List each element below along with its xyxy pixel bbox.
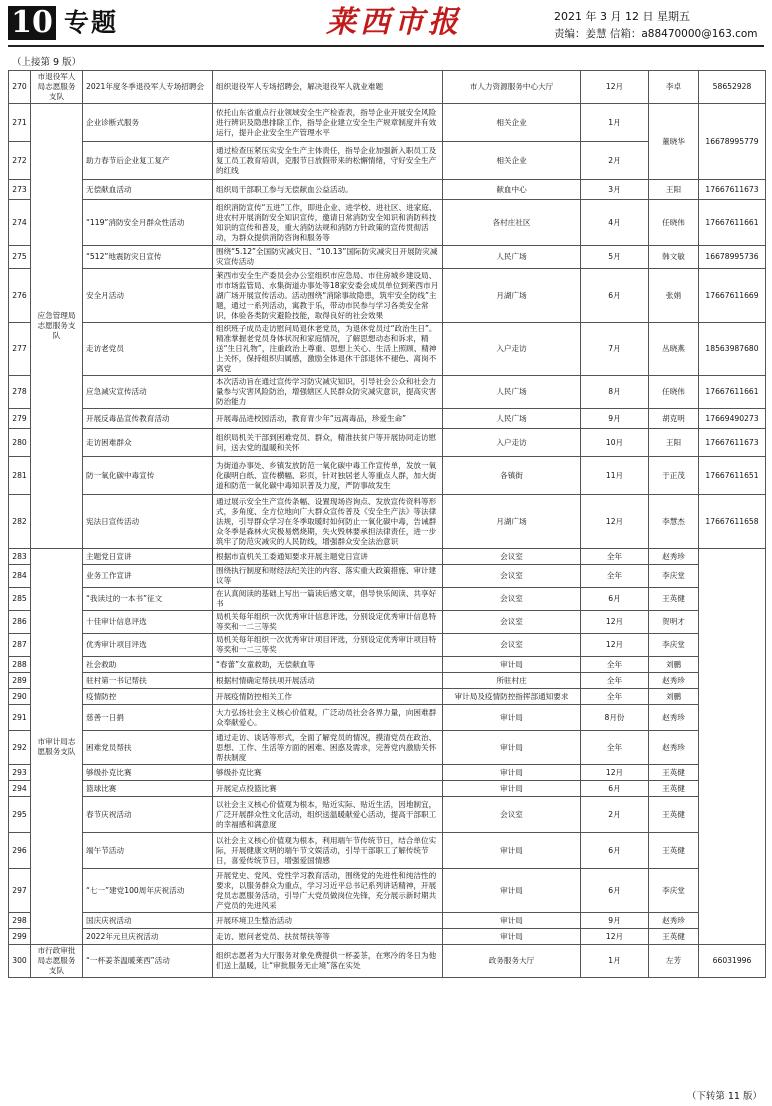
activity-time: 6月 (581, 781, 649, 797)
activity-name: 优秀审计项目评选 (83, 634, 213, 657)
activity-content: 局机关每年组织一次优秀审计信息评选，分别设定优秀审计信息特等奖和一二三等奖 (213, 611, 443, 634)
activity-content: 开展环境卫生整治活动 (213, 913, 443, 929)
activity-content: 为街道办事处、乡镇发放防范一氧化碳中毒工作宣传单，发放一氧化碳明白纸、宣传横幅、彩页，针对独居老人等重点人群，加大街道和防范一氧化碳中毒知识普及力度，严防事故发生 (213, 457, 443, 495)
activity-name: 篮球比赛 (83, 781, 213, 797)
activity-content: 开展毒品进校园活动，教育青少年“远离毒品，珍爱生命” (213, 409, 443, 429)
row-number: 295 (9, 797, 31, 833)
activity-time: 6月 (581, 588, 649, 611)
activity-time: 全年 (581, 731, 649, 765)
activity-name: “119”消防安全月群众性活动 (83, 200, 213, 246)
contact-person: 王英健 (649, 765, 699, 781)
contact-person: 贺明才 (649, 611, 699, 634)
contact-phone: 16678995779 (699, 104, 766, 180)
activity-time: 9月 (581, 913, 649, 929)
contact-phone: 17669490273 (699, 409, 766, 429)
contact-person: 王英健 (649, 588, 699, 611)
table-row (9, 929, 766, 945)
row-number: 270 (9, 71, 31, 104)
row-number: 285 (9, 588, 31, 611)
activity-time: 12月 (581, 611, 649, 634)
page-number: 10 (8, 6, 56, 40)
activity-location: 市人力资源服务中心大厅 (443, 71, 581, 104)
activity-name: 社会救助 (83, 657, 213, 673)
activity-location: 会议室 (443, 549, 581, 565)
row-number: 289 (9, 673, 31, 689)
table-row (9, 689, 766, 705)
activity-location: 审计局 (443, 731, 581, 765)
activity-content: 围绕“5.12”全国防灾减灾日、“10.13”国际防灾减灾日开展防灾减灾宣传活动 (213, 246, 443, 269)
activity-location: 会议室 (443, 634, 581, 657)
page-header (8, 6, 764, 42)
row-number: 294 (9, 781, 31, 797)
activity-location: 审计局 (443, 657, 581, 673)
activity-name: 走访困难群众 (83, 429, 213, 457)
activity-location: 入户走访 (443, 323, 581, 376)
row-number: 300 (9, 945, 31, 978)
contact-phone: 66031996 (699, 945, 766, 978)
activity-name: 走访老党员 (83, 323, 213, 376)
activity-name: “512”地震防灾日宣传 (83, 246, 213, 269)
activity-location: 会议室 (443, 588, 581, 611)
activity-time: 9月 (581, 409, 649, 429)
activity-location: 各村庄社区 (443, 200, 581, 246)
contact-person: 左芳 (649, 945, 699, 978)
table-row (9, 705, 766, 731)
activity-name: 安全月活动 (83, 269, 213, 323)
section-title: 专题 (64, 8, 119, 37)
row-number: 274 (9, 200, 31, 246)
contact-person: 刘鹏 (649, 657, 699, 673)
table-row (9, 565, 766, 588)
activity-name: 无偿献血活动 (83, 180, 213, 200)
row-number: 291 (9, 705, 31, 731)
activity-time: 11月 (581, 457, 649, 495)
row-number: 278 (9, 376, 31, 409)
contact-person: 韩文敏 (649, 246, 699, 269)
row-number: 275 (9, 246, 31, 269)
table-row (9, 429, 766, 457)
table-row (9, 457, 766, 495)
activity-time: 全年 (581, 673, 649, 689)
contact-phone: 17667611673 (699, 180, 766, 200)
table-row (9, 673, 766, 689)
table-row (9, 869, 766, 913)
contact-person: 李卓 (649, 71, 699, 104)
activity-location: 政务服务大厅 (443, 945, 581, 978)
activity-location: 人民广场 (443, 376, 581, 409)
contact-person: 赵秀珍 (649, 705, 699, 731)
contact-person: 王阳 (649, 429, 699, 457)
activity-name: 疫情防控 (83, 689, 213, 705)
row-number: 299 (9, 929, 31, 945)
activity-time: 4月 (581, 200, 649, 246)
contact-person: 任晓伟 (649, 376, 699, 409)
activity-time: 12月 (581, 765, 649, 781)
activity-content: 以社会主义核心价值观为根本，贴近实际、贴近生活，因地制宜，广泛开展群众性文化活动，组织送温暖献爱心活动，提高干部职工的幸福感和满意度 (213, 797, 443, 833)
table-row (9, 945, 766, 978)
activity-content: 根据市直机关工委通知要求开展主题党日宣讲 (213, 549, 443, 565)
activity-content: “春蕾”女童救助，无偿献血等 (213, 657, 443, 673)
activity-time: 2月 (581, 142, 649, 180)
activity-time: 8月 (581, 376, 649, 409)
table-row (9, 269, 766, 323)
activity-time: 7月 (581, 323, 649, 376)
table-row (9, 797, 766, 833)
row-number: 273 (9, 180, 31, 200)
activity-time: 8月份 (581, 705, 649, 731)
activity-time: 5月 (581, 246, 649, 269)
activity-content: 组织退役军人专场招聘会，解决退役军人就业难题 (213, 71, 443, 104)
activity-name: 十佳审计信息评选 (83, 611, 213, 634)
activity-name: 业务工作宣讲 (83, 565, 213, 588)
volunteer-team: 应急管理局志愿服务支队 (31, 104, 83, 549)
issue-date: 2021 年 3 月 12 日 星期五 (554, 10, 690, 23)
contact-phone: 17667611669 (699, 269, 766, 323)
activity-location: 审计局 (443, 929, 581, 945)
row-number: 282 (9, 495, 31, 549)
activity-time: 全年 (581, 657, 649, 673)
contact-person: 赵秀珍 (649, 913, 699, 929)
volunteer-team: 市退役军人局志愿服务支队 (31, 71, 83, 104)
contact-person: 胡克明 (649, 409, 699, 429)
masthead-logo: 莱西市报 (326, 5, 462, 40)
activity-content: 以社会主义核心价值观为根本，利用端午节传统节日，结合单位实际，开展健康文明的端午节文娱活动，引导干部职工了解传统节日，喜爱传统节日，增强爱国情感 (213, 833, 443, 869)
activity-time: 全年 (581, 689, 649, 705)
activity-content: 开展党史、党风、党性学习教育活动，围绕党的先进性和纯洁性的要求，以服务群众为重点，学习习近平总书记系列讲话精神，开展党员志愿服务活动，引导广大党员做岗位先锋，充分展示新时期共产党员的先进风采 (213, 869, 443, 913)
activity-location: 会议室 (443, 565, 581, 588)
row-number: 272 (9, 142, 31, 180)
activity-content: 走访、慰问老党员、扶贫帮扶等等 (213, 929, 443, 945)
activity-time: 6月 (581, 269, 649, 323)
contact-phone: 58652928 (699, 71, 766, 104)
table-row (9, 323, 766, 376)
row-number: 279 (9, 409, 31, 429)
activity-content: 开展定点投篮比赛 (213, 781, 443, 797)
activity-location: 相关企业 (443, 104, 581, 142)
activity-name: 应急减灾宣传活动 (83, 376, 213, 409)
contact-phone: 17667611661 (699, 200, 766, 246)
activity-name: 2022年元旦庆祝活动 (83, 929, 213, 945)
editor-info: 责编：姜慧 信箱：a88470000@163.com (554, 28, 758, 40)
row-number: 284 (9, 565, 31, 588)
activity-time: 12月 (581, 71, 649, 104)
contact-person: 王英健 (649, 833, 699, 869)
row-number: 287 (9, 634, 31, 657)
volunteer-team: 市审计局志愿服务支队 (31, 549, 83, 945)
activity-name: 2021年度冬季退役军人专场招聘会 (83, 71, 213, 104)
activity-time: 6月 (581, 869, 649, 913)
activity-location: 入户走访 (443, 429, 581, 457)
activity-content: 通过走访、谈话等形式，全面了解党员的情况，摸清党员在政治、思想、工作、生活等方面的困难、困惑及需求，完善党内激励关怀帮扶制度 (213, 731, 443, 765)
activity-content: 够级扑克比赛 (213, 765, 443, 781)
activity-location: 审计局 (443, 705, 581, 731)
activity-location: 会议室 (443, 611, 581, 634)
contact-person: 王英健 (649, 781, 699, 797)
activity-location: 相关企业 (443, 142, 581, 180)
contact-person: 赵秀珍 (649, 549, 699, 565)
activity-content: 组织消防宣传“五进”工作，即进企业、进学校、进社区、进家庭、进农村开展消防安全知识宣传，邀请日常消防安全知识和消防科技知识的宣传和普及，重大消防法规和消防方针政策的宣传贯彻活动，为群众提供消防咨询和服务等 (213, 200, 443, 246)
table-row (9, 634, 766, 657)
row-number: 298 (9, 913, 31, 929)
row-number: 281 (9, 457, 31, 495)
activity-name: 够级扑克比赛 (83, 765, 213, 781)
activity-table (8, 70, 766, 978)
row-number: 277 (9, 323, 31, 376)
contact-person: 王阳 (649, 180, 699, 200)
activity-location: 审计局 (443, 765, 581, 781)
activity-name: 开展反毒品宣传教育活动 (83, 409, 213, 429)
contact-person: 任晓伟 (649, 200, 699, 246)
table-row (9, 104, 766, 142)
activity-name: 端午节活动 (83, 833, 213, 869)
activity-content: 大力弘扬社会主义核心价值观，广泛动员社会各界力量，向困难群众奉献爱心。 (213, 705, 443, 731)
row-number: 283 (9, 549, 31, 565)
activity-location: 审计局 (443, 781, 581, 797)
table-row (9, 833, 766, 869)
activity-content: 通过展示安全生产宣传条幅、设置现场咨询点、发放宣传资料等形式，多角度、全方位地向广大群众宣传普及《安全生产法》等法律法规，引导群众学习在冬季取暖时如何防止一氧化碳中毒，告诫群众冬季是森林火灾极易燃烧期，失火毁林要承担法律责任，进一步筑牢了防范灾减灾的人民防线，增强群众安全法治意识 (213, 495, 443, 549)
row-number: 297 (9, 869, 31, 913)
table-row (9, 376, 766, 409)
activity-name: 主题党日宣讲 (83, 549, 213, 565)
table-row (9, 200, 766, 246)
contact-person: 董晓华 (649, 104, 699, 180)
activity-name: 困难党员帮扶 (83, 731, 213, 765)
contact-phone (699, 549, 766, 945)
activity-name: 宪法日宣传活动 (83, 495, 213, 549)
contact-phone: 17667611651 (699, 457, 766, 495)
contact-person: 李庆堂 (649, 634, 699, 657)
continued-to-note: （下转第 11 版） (686, 1091, 762, 1102)
row-number: 280 (9, 429, 31, 457)
table-row (9, 657, 766, 673)
activity-name: 企业诊断式服务 (83, 104, 213, 142)
contact-person: 赵秀珍 (649, 731, 699, 765)
contact-person: 李慧杰 (649, 495, 699, 549)
activity-content: 在认真阅读的基础上写出一篇读后感文章，倡导快乐阅读、共享好书 (213, 588, 443, 611)
table-row (9, 731, 766, 765)
activity-location: 各镇街 (443, 457, 581, 495)
contact-person: 赵秀珍 (649, 673, 699, 689)
activity-content: 开展疫情防控相关工作 (213, 689, 443, 705)
table-row (9, 409, 766, 429)
activity-time: 2月 (581, 797, 649, 833)
contact-person: 王英健 (649, 797, 699, 833)
activity-content: 组织志愿者为大厅服务对象免费提供一杯姜茶，在寒冷的冬日为他们送上温暖，让“审批服务无止境”落在实处 (213, 945, 443, 978)
activity-content: 围绕执行制度和财经法纪关注的内容、落实重大政策措施、审计建议等 (213, 565, 443, 588)
contact-person: 丛晓燕 (649, 323, 699, 376)
row-number: 288 (9, 657, 31, 673)
activity-location: 审计局 (443, 833, 581, 869)
row-number: 271 (9, 104, 31, 142)
activity-content: 局机关每年组织一次优秀审计项目评选，分别设定优秀审计项目特等奖和一二三等奖 (213, 634, 443, 657)
activity-content: 组织局干部职工参与无偿献血公益活动。 (213, 180, 443, 200)
table-row (9, 246, 766, 269)
contact-person: 王英健 (649, 929, 699, 945)
row-number: 286 (9, 611, 31, 634)
continued-from-note: （上接第 9 版） (12, 57, 82, 68)
contact-phone: 17667611658 (699, 495, 766, 549)
activity-content: 依托山东省重点行业领域安全生产检查表，指导企业开展安全风险进行辨识及隐患排除工作，指导企业建立安全生产规章制度并有效运行，提升企业安全生产管理水平 (213, 104, 443, 142)
contact-person: 李庆堂 (649, 869, 699, 913)
activity-name: “我读过的一本书”征文 (83, 588, 213, 611)
table-row (9, 765, 766, 781)
activity-location: 献血中心 (443, 180, 581, 200)
table-row (9, 495, 766, 549)
activity-location: 月湖广场 (443, 269, 581, 323)
activity-time: 1月 (581, 945, 649, 978)
activity-location: 人民广场 (443, 246, 581, 269)
activity-content: 莱西市安全生产委员会办公室组织市应急局、市住房城乡建设局、市市场监管局、水集街道办事处等18家安委会成员单位到莱西市月湖广场开展宣传活动。活动围绕“消除事故隐患，筑牢安全防线”主题，通过一系列活动，寓教于乐，带动市民参与学习各类安全常识，体验各类防灾避险技能，取得良好的社会效果 (213, 269, 443, 323)
row-number: 292 (9, 731, 31, 765)
header-divider (8, 45, 764, 47)
activity-location: 所驻村庄 (443, 673, 581, 689)
activity-name: 防一氧化碳中毒宣传 (83, 457, 213, 495)
table-row (9, 913, 766, 929)
contact-phone: 17667611661 (699, 376, 766, 409)
contact-person: 张娟 (649, 269, 699, 323)
table-row (9, 781, 766, 797)
activity-location: 人民广场 (443, 409, 581, 429)
activity-name: 春节庆祝活动 (83, 797, 213, 833)
activity-location: 月湖广场 (443, 495, 581, 549)
activity-name: “七一”建党100周年庆祝活动 (83, 869, 213, 913)
activity-location: 会议室 (443, 797, 581, 833)
activity-location: 审计局 (443, 913, 581, 929)
row-number: 293 (9, 765, 31, 781)
volunteer-team: 市行政审批局志愿服务支队 (31, 945, 83, 978)
activity-name: 慈善一日捐 (83, 705, 213, 731)
row-number: 290 (9, 689, 31, 705)
activity-name: “一杯姜茶温暖莱西”活动 (83, 945, 213, 978)
activity-time: 1月 (581, 104, 649, 142)
contact-phone: 16678995736 (699, 246, 766, 269)
table-row (9, 71, 766, 104)
row-number: 276 (9, 269, 31, 323)
table-row (9, 180, 766, 200)
contact-person: 刘鹏 (649, 689, 699, 705)
table-row (9, 588, 766, 611)
contact-phone: 18563987680 (699, 323, 766, 376)
activity-time: 12月 (581, 495, 649, 549)
activity-time: 10月 (581, 429, 649, 457)
activity-name: 国庆庆祝活动 (83, 913, 213, 929)
activity-name: 驻村第一书记帮扶 (83, 673, 213, 689)
activity-time: 6月 (581, 833, 649, 869)
activity-time: 3月 (581, 180, 649, 200)
table-row (9, 611, 766, 634)
activity-time: 12月 (581, 929, 649, 945)
contact-phone: 17667611673 (699, 429, 766, 457)
activity-content: 根据村情确定帮扶项开展活动 (213, 673, 443, 689)
contact-person: 于正茂 (649, 457, 699, 495)
activity-content: 通过检查压紧压实安全生产主体责任，指导企业加强新入职员工及复工员工教育培训，克服节日放假带来的松懈情绪，守好安全生产的红线 (213, 142, 443, 180)
activity-content: 本次活动旨在通过宣传学习防灾减灾知识，引导社会公众和社会力量参与灾害风险防治，增强辖区人民群众防灾减灾意识，提高灾害防治能力 (213, 376, 443, 409)
activity-time: 全年 (581, 565, 649, 588)
activity-content: 组织班子成员走访慰问局退休老党员，为退休党员过“政治生日”。精准掌握老党员身体状况和家庭情况，了解思想动态和诉求，精送“生日礼物”，注重政治上尊重、思想上关心、生活上照顾、精神上关怀，保持组织归属感，激励全体退休干部退休不褪色、离岗不离党 (213, 323, 443, 376)
contact-person: 李庆堂 (649, 565, 699, 588)
activity-location: 审计局 (443, 869, 581, 913)
activity-time: 12月 (581, 634, 649, 657)
activity-time: 全年 (581, 549, 649, 565)
activity-name: 助力春节后企业复工复产 (83, 142, 213, 180)
table-row (9, 549, 766, 565)
row-number: 296 (9, 833, 31, 869)
activity-content: 组织局机关干部到困难党员、群众，精准扶贫户等开展协同走访慰问，送去党的温暖和关怀 (213, 429, 443, 457)
activity-location: 审计局及疫情防控指挥部通知要求 (443, 689, 581, 705)
